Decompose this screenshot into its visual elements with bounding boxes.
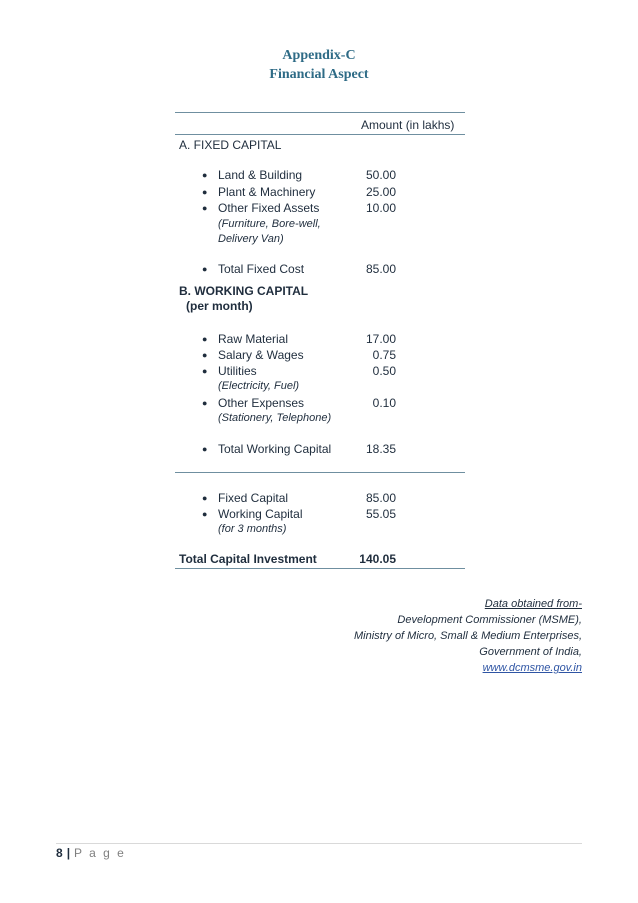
bullet-icon: ●	[202, 187, 208, 197]
page-number: 8	[56, 846, 63, 860]
summary-item-value: 55.05	[365, 507, 396, 521]
page-title: Appendix-C	[282, 48, 356, 63]
page-word: P a g e	[74, 846, 126, 860]
bullet-icon: ●	[202, 444, 208, 454]
working-item-value: 0.75	[372, 348, 396, 362]
fixed-capital-heading: A. FIXED CAPITAL	[179, 138, 282, 152]
page-footer	[56, 846, 126, 860]
bullet-icon: ●	[202, 398, 208, 408]
table-top-rule	[175, 112, 465, 113]
working-item-note: (Stationery, Telephone)	[218, 412, 332, 424]
working-item-note: (Electricity, Fuel)	[218, 380, 300, 392]
footer-divider	[56, 843, 582, 844]
footer-separator: |	[66, 846, 71, 860]
fixed-item-label: Other Fixed Assets	[218, 201, 320, 215]
source-link[interactable]: www.dcmsme.gov.in	[482, 662, 582, 674]
bullet-icon: ●	[202, 203, 208, 213]
fixed-item-value: 25.00	[365, 185, 396, 199]
total-investment-label: Total Capital Investment	[179, 552, 317, 566]
working-item-value: 0.50	[372, 364, 396, 378]
working-item-label: Utilities	[218, 364, 257, 378]
working-item-label: Other Expenses	[218, 396, 305, 410]
fixed-item-note: (Furniture, Bore-well, Delivery Van)	[218, 218, 321, 245]
working-item-label: Raw Material	[218, 332, 289, 346]
working-capital-heading: B. WORKING CAPITAL	[179, 284, 309, 298]
fixed-total-label: Total Fixed Cost	[218, 262, 305, 276]
source-line: Government of India,	[479, 646, 582, 658]
bullet-icon: ●	[202, 493, 208, 503]
fixed-item-label: Land & Building	[218, 168, 303, 182]
amount-header: Amount (in lakhs)	[361, 118, 455, 132]
summary-item-label: Working Capital	[218, 507, 303, 521]
table-bottom-rule	[175, 568, 465, 569]
working-total-label: Total Working Capital	[218, 442, 332, 456]
working-item-value: 0.10	[372, 396, 396, 410]
fixed-item-value: 10.00	[365, 201, 396, 215]
fixed-item-label: Plant & Machinery	[218, 185, 316, 199]
bullet-icon: ●	[202, 170, 208, 180]
bullet-icon: ●	[202, 264, 208, 274]
source-line: Data obtained from-	[484, 598, 582, 610]
bullet-icon: ●	[202, 366, 208, 376]
bullet-icon: ●	[202, 334, 208, 344]
source-line: Development Commissioner (MSME),	[397, 614, 582, 626]
total-investment-value: 140.05	[359, 552, 396, 566]
fixed-total-value: 85.00	[365, 262, 396, 276]
bullet-icon: ●	[202, 509, 208, 519]
working-item-value: 17.00	[365, 332, 396, 346]
summary-item-note: (for 3 months)	[218, 523, 287, 535]
summary-item-value: 85.00	[365, 491, 396, 505]
working-item-label: Salary & Wages	[218, 348, 304, 362]
summary-item-label: Fixed Capital	[218, 491, 289, 505]
source-line: Ministry of Micro, Small & Medium Enterprises,	[354, 630, 582, 642]
working-total-value: 18.35	[365, 442, 396, 456]
section-rule	[175, 472, 465, 473]
working-capital-subheading: (per month)	[186, 299, 253, 313]
header-rule	[175, 134, 465, 135]
bullet-icon: ●	[202, 350, 208, 360]
fixed-item-value: 50.00	[365, 168, 396, 182]
page-subtitle: Financial Aspect	[269, 67, 369, 82]
